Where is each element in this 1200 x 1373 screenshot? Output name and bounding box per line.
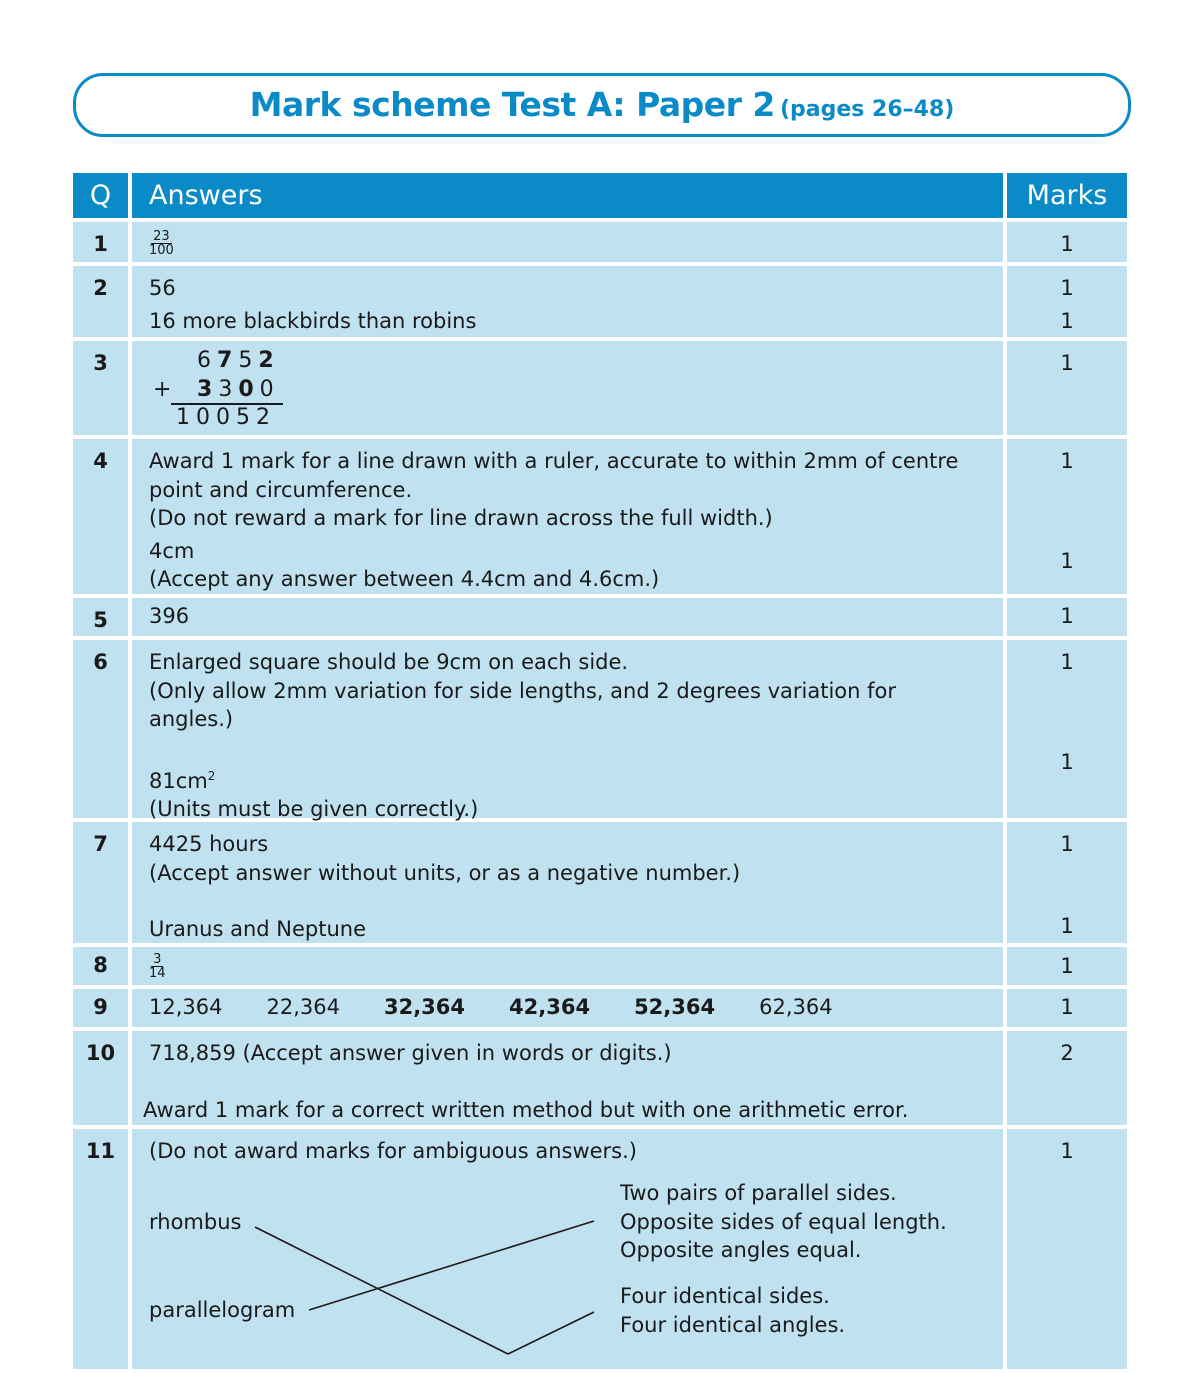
fraction-denominator: 14	[149, 965, 166, 981]
answer-line: $81cm^2$	[149, 768, 216, 793]
answer-cell	[132, 947, 1003, 985]
question-number: 11	[73, 1129, 128, 1369]
property-text: Opposite angles equal.	[620, 1238, 862, 1262]
sequence-number-answer: 52,364	[634, 995, 716, 1019]
table-row	[73, 598, 1127, 636]
question-number: 3	[73, 341, 128, 435]
table-header	[73, 173, 1127, 218]
marks-cell	[1007, 439, 1127, 594]
fraction-numerator: 3	[153, 951, 162, 967]
answer-line: 396	[149, 604, 190, 628]
match-line-parallelogram	[309, 1221, 594, 1310]
table-row	[73, 947, 1127, 985]
mark-value: 1	[1060, 549, 1074, 573]
answer-line: (Do not award marks for ambiguous answers.)	[149, 1139, 637, 1163]
mark-value: 1	[1060, 1139, 1074, 1163]
sequence-number-answer: 32,364	[383, 995, 466, 1019]
property-text: Four identical sides.	[620, 1284, 830, 1308]
marks-cell	[1007, 598, 1127, 636]
answer-line: 56	[149, 276, 176, 300]
answer-line: Award 1 mark for a correct written method but with one arithmetic error.	[143, 1097, 909, 1122]
match-line-rhombus	[255, 1227, 508, 1354]
fraction-denominator: 100	[149, 242, 174, 258]
sequence-number: 62,364	[759, 995, 833, 1019]
table-row	[73, 989, 1127, 1027]
match-line-rhombus-end	[508, 1312, 594, 1354]
fraction-numerator: 23	[153, 228, 170, 244]
answer-cell	[132, 1031, 1003, 1125]
mark-value: 1	[1060, 351, 1074, 375]
question-number: 5	[73, 598, 128, 636]
question-number: 6	[73, 640, 128, 818]
answer-cell	[132, 439, 1003, 594]
marks-cell	[1007, 947, 1127, 985]
answer-line: 4425 hours	[149, 832, 269, 856]
header-marks: Marks	[1007, 173, 1127, 218]
mark-scheme-table	[73, 173, 1127, 1373]
header-answers: Answers	[132, 173, 1003, 218]
answer-line: (Accept any answer between 4.4cm and 4.6cm.)	[149, 567, 660, 591]
answer-cell	[132, 1129, 1003, 1369]
property-text: Two pairs of parallel sides.	[620, 1181, 897, 1205]
mark-value: 1	[1060, 954, 1074, 978]
sequence-number: 22,364	[266, 995, 340, 1019]
column-addition	[149, 346, 986, 432]
mark-value: 1	[1060, 650, 1074, 674]
sum-result: 10052	[176, 405, 276, 430]
shape-label-rhombus: rhombus	[149, 1210, 242, 1234]
table-row	[73, 266, 1127, 337]
mark-value: 1	[1060, 449, 1074, 473]
marks-cell	[1007, 1031, 1127, 1125]
answer-line: Award 1 mark for a line drawn with a ruler, accurate to within 2mm of centre point and circumference.	[149, 449, 959, 502]
answer-line: 4cm	[149, 538, 195, 563]
marks-cell	[1007, 222, 1127, 262]
marks-cell	[1007, 341, 1127, 435]
answer-line: (Units must be given correctly.)	[149, 797, 479, 821]
mark-value: 1	[1060, 995, 1074, 1019]
shape-label-parallelogram: parallelogram	[149, 1298, 296, 1322]
marks-cell	[1007, 989, 1127, 1027]
question-number: 7	[73, 822, 128, 943]
header-q: Q	[73, 173, 128, 218]
answer-line: (Only allow 2mm variation for side lengths, and 2 degrees variation for angles.)	[149, 678, 897, 731]
question-number: 10	[73, 1031, 128, 1125]
mark-value: 1	[1060, 914, 1074, 938]
question-number: 9	[73, 989, 128, 1027]
table-row	[73, 222, 1127, 262]
page-title: Mark scheme Test A: Paper 2	[249, 85, 775, 124]
property-text: Opposite sides of equal length.	[620, 1209, 947, 1234]
mark-value: 1	[1060, 604, 1074, 628]
property-text: Four identical angles.	[620, 1312, 846, 1337]
question-number: 4	[73, 439, 128, 594]
marks-cell	[1007, 266, 1127, 337]
addend-top: 6752	[197, 348, 280, 373]
table-row	[73, 1031, 1127, 1125]
marks-cell	[1007, 822, 1127, 943]
table-row	[73, 640, 1127, 821]
answer-line: 16 more blackbirds than robins	[149, 308, 477, 333]
answer-line: (Do not reward a mark for line drawn across the full width.)	[149, 506, 773, 530]
answer-cell	[132, 341, 1003, 435]
page-range: (pages 26–48)	[779, 97, 955, 122]
table-row	[73, 822, 1127, 943]
table-row	[73, 1129, 1127, 1369]
mark-value: 1	[1060, 750, 1074, 774]
marks-cell	[1007, 1129, 1127, 1369]
answer-line: Enlarged square should be 9cm on each side.	[149, 650, 629, 674]
answer-cell	[132, 640, 1003, 821]
table-row	[73, 341, 1127, 435]
table-row	[73, 439, 1127, 594]
answer-cell	[132, 222, 1003, 262]
marks-cell	[1007, 640, 1127, 818]
answer-line: Uranus and Neptune	[149, 917, 367, 941]
matching-lines	[132, 1129, 1003, 1369]
fraction	[149, 953, 166, 980]
answer-cell	[132, 266, 1003, 337]
mark-value: 1	[1060, 276, 1074, 300]
mark-value: 1	[1060, 308, 1074, 333]
addend-bottom: 3300	[197, 377, 280, 402]
title-banner	[73, 73, 1131, 137]
question-number: 8	[73, 947, 128, 985]
question-number: 2	[73, 266, 128, 337]
answer-line: 718,859 (Accept answer given in words or digits.)	[149, 1041, 672, 1065]
sequence-number: 12,364	[149, 995, 223, 1019]
answer-cell	[132, 598, 1003, 636]
mark-value: 1	[1060, 232, 1074, 256]
mark-value: 2	[1060, 1041, 1074, 1065]
sequence-number-answer: 42,364	[509, 995, 591, 1019]
answer-cell	[132, 822, 1003, 943]
mark-value: 1	[1060, 832, 1074, 856]
answer-cell	[132, 989, 1003, 1027]
answer-line: (Accept answer without units, or as a negative number.)	[149, 860, 741, 885]
fraction	[149, 230, 174, 257]
question-number: 1	[73, 222, 128, 262]
plus-sign: +	[153, 377, 178, 402]
